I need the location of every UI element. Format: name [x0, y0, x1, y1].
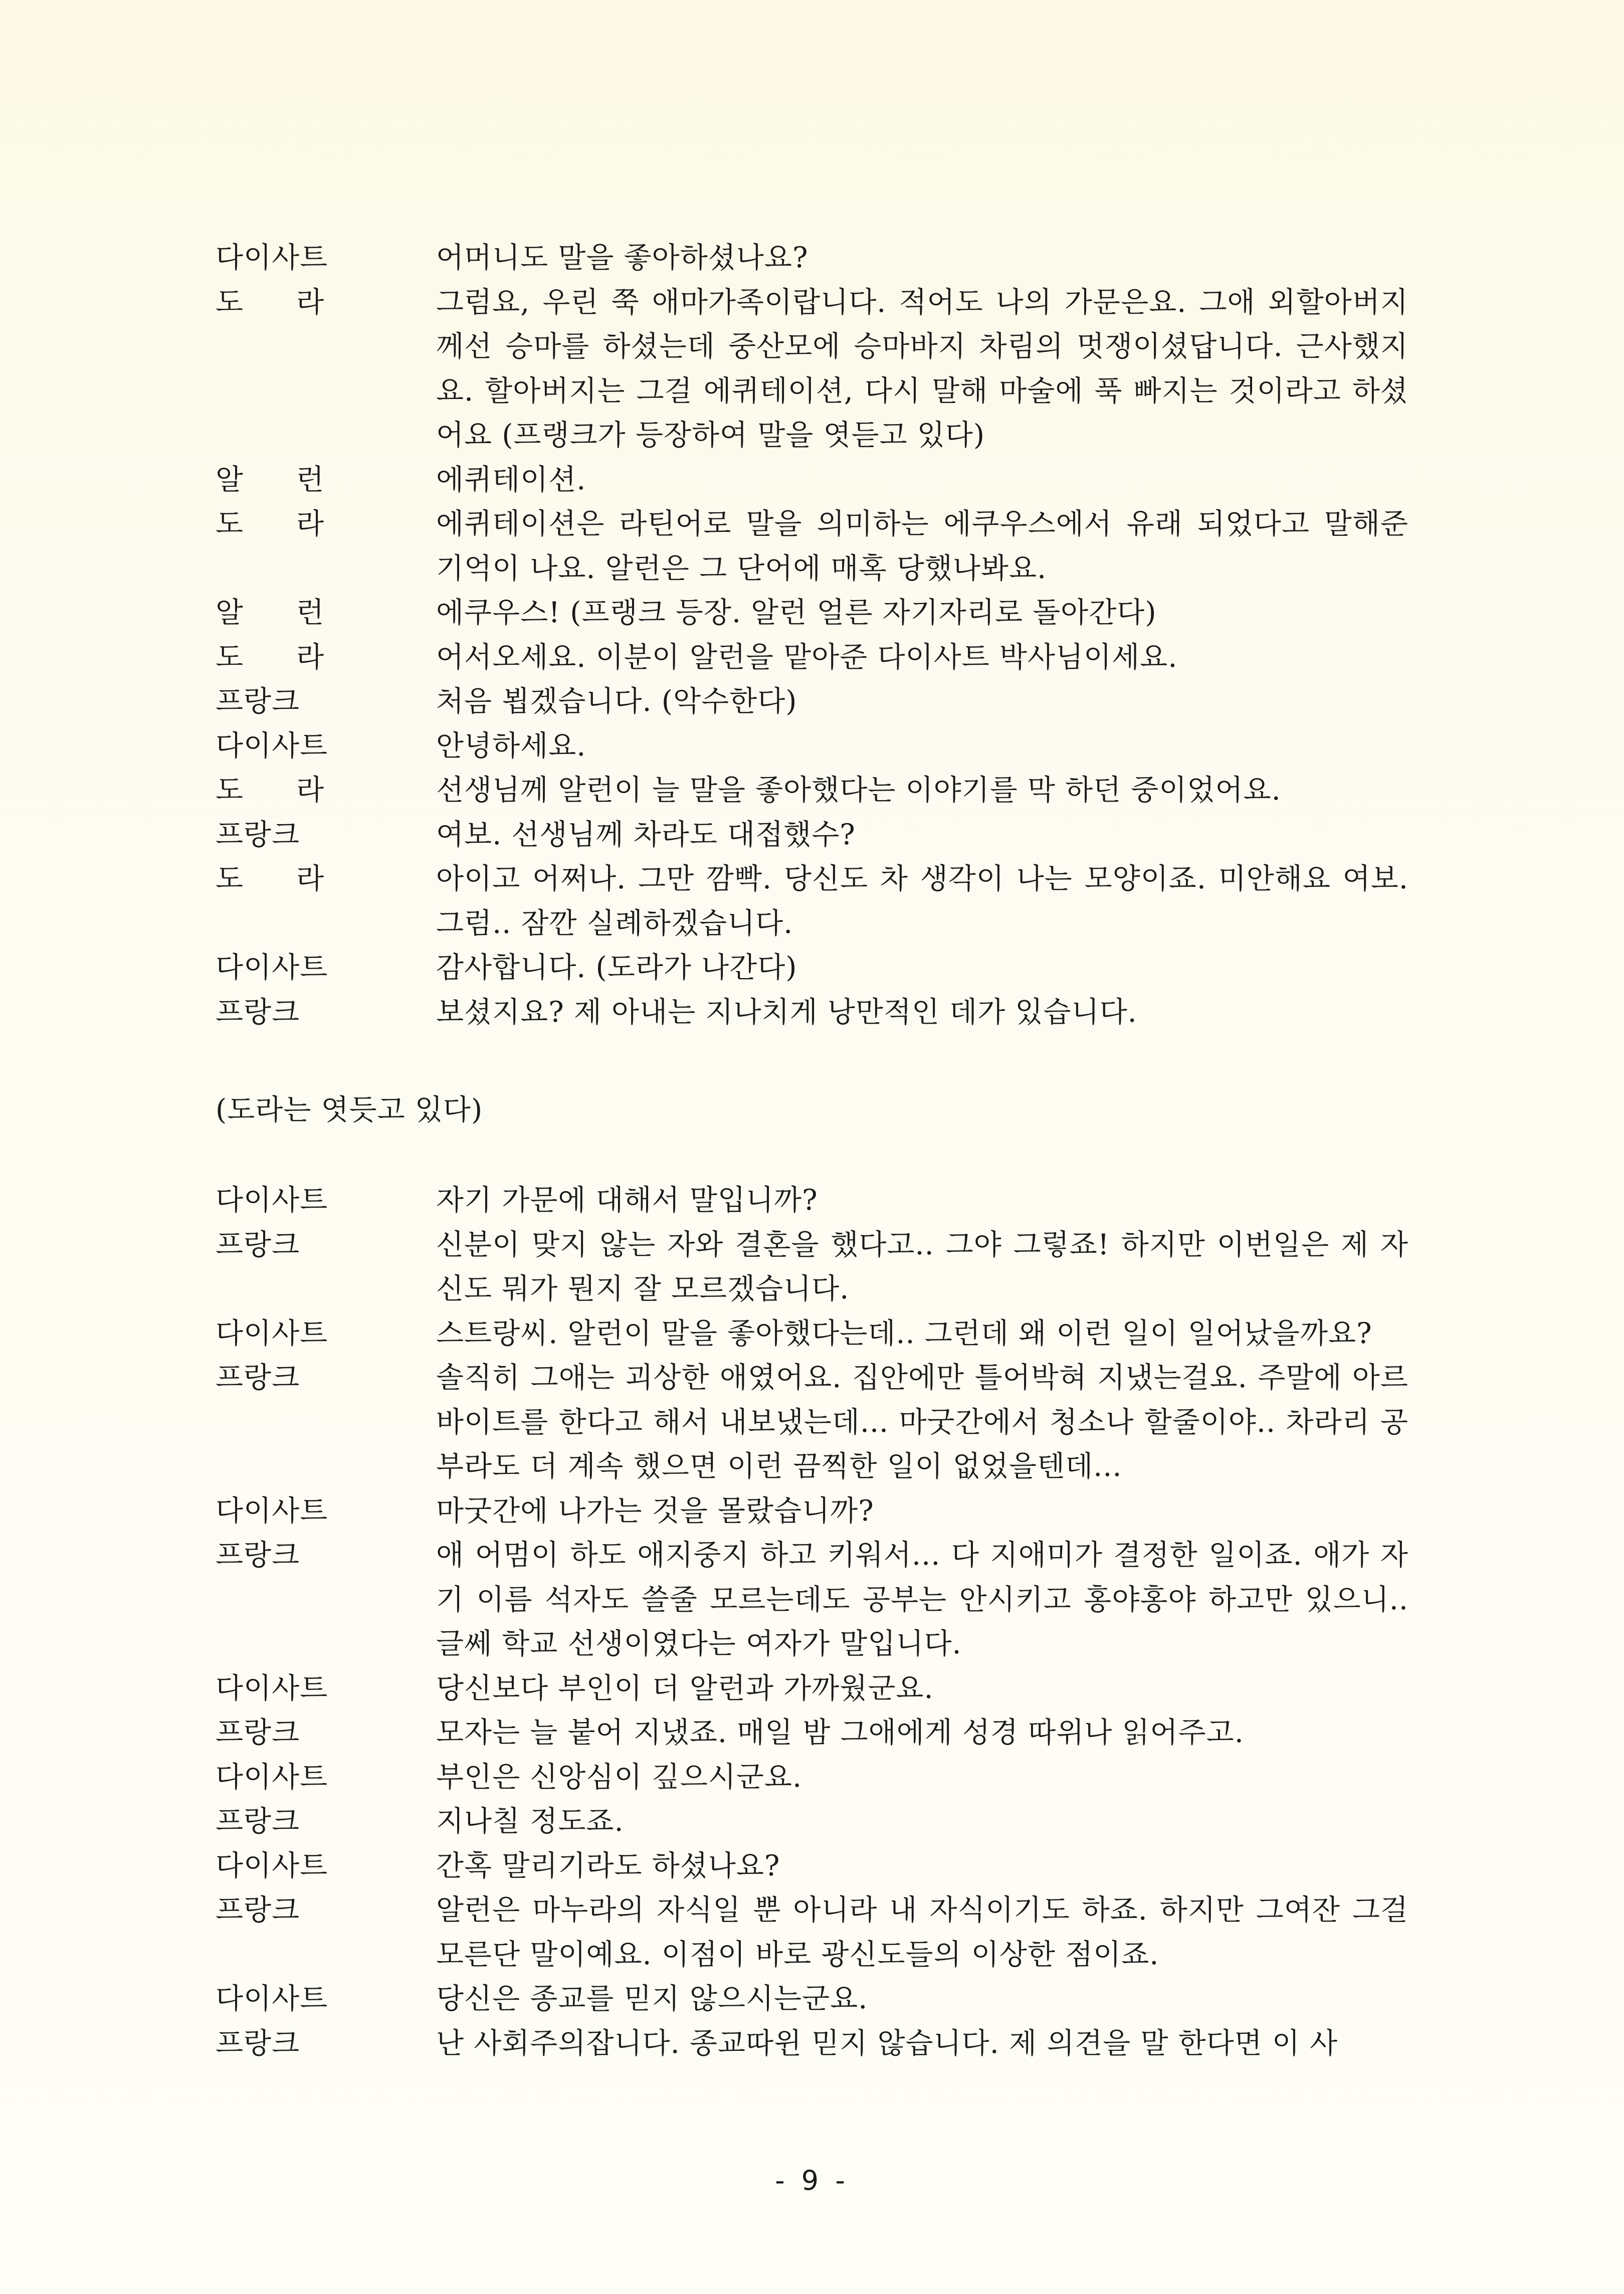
dialogue-text: 선생님께 알런이 늘 말을 좋아했다는 이야기를 막 하던 중이었어요. [436, 774, 1281, 807]
dialogue-text: 에퀴테이션은 라틴어로 말을 의미하는 에쿠우스에서 유래 되었다고 말해준 기억이 나요. 알런은 그 단어에 매혹 당했나봐요. [436, 507, 1408, 585]
dialogue-line [216, 679, 1408, 724]
speaker-name: 다이사트 [216, 1849, 328, 1882]
dialogue-text: 지나칠 정도죠. [436, 1805, 624, 1838]
dialogue-line [216, 502, 1408, 591]
speaker-name: 다이사트 [216, 1671, 328, 1705]
speaker-name: 프랑크 [216, 1716, 300, 1749]
dialogue-line [216, 1977, 1408, 2021]
speaker-name: 다이사트 [216, 1184, 328, 1217]
speaker-name: 다이사트 [216, 1760, 328, 1794]
dialogue-text: 여보. 선생님께 차라도 대접했수? [436, 818, 856, 851]
dialogue-text: 스트랑씨. 알런이 말을 좋아했다는데.. 그런데 왜 이런 일이 일어났을까요? [436, 1316, 1372, 1350]
dialogue-text: 알런은 마누라의 자식일 뿐 아니라 내 자식이기도 하죠. 하지만 그여잔 그걸 모른단 말이예요. 이점이 바로 광신도들의 이상한 점이죠. [436, 1893, 1408, 1971]
dialogue-line [216, 1533, 1408, 1666]
speaker-name: 다이사트 [216, 1494, 328, 1527]
dialogue-line [216, 990, 1408, 1035]
speaker-name: 프랑크 [216, 1228, 300, 1261]
speaker-name: 프랑크 [216, 1893, 300, 1927]
dialogue-text: 애 어멈이 하도 애지중지 하고 키워서... 다 지애미가 결정한 일이죠. 애가 자기 이름 석자도 쓸줄 모르는데도 공부는 안시키고 홍야홍야 하고만 있으니.. 글쎄 학교 선생이였다는 여자가 말입니다. [436, 1539, 1408, 1660]
page-number: - 9 - [775, 2165, 849, 2196]
dialogue-line [216, 768, 1408, 813]
dialogue-line [216, 857, 1408, 945]
dialogue-line [216, 724, 1408, 769]
dialogue-text: 에퀴테이션. [436, 463, 586, 496]
dialogue-line [216, 1710, 1408, 1755]
dialogue-block-1 [216, 236, 1408, 1034]
dialogue-line [216, 1799, 1408, 1844]
dialogue-text: 모자는 늘 붙어 지냈죠. 매일 밤 그애에게 성경 따위나 읽어주고. [436, 1716, 1244, 1749]
dialogue-line [216, 945, 1408, 990]
speaker-name: 도 라 [216, 507, 346, 540]
dialogue-line [216, 1178, 1408, 1223]
dialogue-line [216, 1888, 1408, 1977]
speaker-name: 알 런 [216, 463, 346, 496]
dialogue-line [216, 1666, 1408, 1711]
dialogue-text: 처음 뵙겠습니다. (악수한다) [436, 685, 797, 718]
dialogue-text: 어머니도 말을 좋아하셨나요? [436, 241, 808, 274]
speaker-name: 프랑크 [216, 1361, 300, 1394]
speaker-name: 다이사트 [216, 241, 328, 274]
dialogue-block-2 [216, 1178, 1408, 2065]
speaker-name: 다이사트 [216, 729, 328, 762]
dialogue-text: 간혹 말리기라도 하셨나요? [436, 1849, 780, 1882]
speaker-name: 프랑크 [216, 1805, 300, 1838]
dialogue-text: 당신보다 부인이 더 알런과 가까웠군요. [436, 1671, 934, 1705]
dialogue-line [216, 1223, 1408, 1311]
speaker-name: 프랑크 [216, 1539, 300, 1572]
dialogue-text: 에쿠우스! (프랭크 등장. 알런 얼른 자기자리로 돌아간다) [436, 596, 1157, 629]
dialogue-text: 아이고 어쩌나. 그만 깜빡. 당신도 차 생각이 나는 모양이죠. 미안해요 여보. 그럼.. 잠깐 실례하겠습니다. [436, 862, 1408, 940]
dialogue-text: 부인은 신앙심이 깊으시군요. [436, 1760, 802, 1794]
dialogue-line [216, 458, 1408, 502]
speaker-name: 도 라 [216, 862, 346, 895]
dialogue-text: 마굿간에 나가는 것을 몰랐습니까? [436, 1494, 874, 1527]
speaker-name: 프랑크 [216, 2026, 300, 2060]
dialogue-text: 감사합니다. (도라가 나간다) [436, 951, 797, 984]
dialogue-line [216, 591, 1408, 635]
dialogue-line [216, 1356, 1408, 1489]
dialogue-text: 어서오세요. 이분이 알런을 맡아준 다이사트 박사님이세요. [436, 640, 1178, 674]
dialogue-line [216, 2021, 1408, 2066]
speaker-name: 도 라 [216, 774, 346, 807]
stage-direction: (도라는 엿듯고 있다) [216, 1093, 483, 1126]
dialogue-text: 당신은 종교를 믿지 않으시는군요. [436, 1982, 868, 2015]
dialogue-text: 난 사회주의잡니다. 종교따윈 믿지 않습니다. 제 의견을 말 한다면 이 사 [436, 2026, 1338, 2060]
dialogue-line [216, 280, 1408, 458]
speaker-name: 다이사트 [216, 1316, 328, 1350]
speaker-name: 프랑크 [216, 818, 300, 851]
speaker-name: 도 라 [216, 285, 346, 319]
speaker-name: 프랑크 [216, 685, 300, 718]
dialogue-text: 솔직히 그애는 괴상한 애였어요. 집안에만 틀어박혀 지냈는걸요. 주말에 아르바이트를 한다고 해서 내보냈는데... 마굿간에서 청소나 할줄이야.. 차라리 공부라도 더 계속 했으면 이런 끔찍한 일이 없었을텐데... [436, 1361, 1408, 1483]
dialogue-line [216, 1489, 1408, 1534]
dialogue-text: 자기 가문에 대해서 말입니까? [436, 1184, 818, 1217]
dialogue-line [216, 1755, 1408, 1800]
speaker-name: 도 라 [216, 640, 346, 674]
speaker-name: 다이사트 [216, 951, 328, 984]
dialogue-text: 그럼요, 우린 쭉 애마가족이랍니다. 적어도 나의 가문은요. 그애 외할아버지께선 승마를 하셨는데 중산모에 승마바지 차림의 멋쟁이셨답니다. 근사했지요. 할아버지는 그걸 에퀴테이션, 다시 말해 마술에 푹 빠지는 것이라고 하셨어요 (프랭크가 등장하여 말을 엿듣고 있다) [436, 285, 1408, 452]
dialogue-text: 보셨지요? 제 아내는 지나치게 낭만적인 데가 있습니다. [436, 995, 1137, 1029]
dialogue-line [216, 236, 1408, 280]
dialogue-line [216, 635, 1408, 680]
speaker-name: 다이사트 [216, 1982, 328, 2015]
dialogue-text: 신분이 맞지 않는 자와 결혼을 했다고.. 그야 그렇죠! 하지만 이번일은 제 자신도 뭐가 뭔지 잘 모르겠습니다. [436, 1228, 1408, 1305]
dialogue-line [216, 813, 1408, 857]
speaker-name: 프랑크 [216, 995, 300, 1029]
dialogue-text: 안녕하세요. [436, 729, 586, 762]
speaker-name: 알 런 [216, 596, 346, 629]
dialogue-line [216, 1311, 1408, 1356]
dialogue-line [216, 1844, 1408, 1888]
